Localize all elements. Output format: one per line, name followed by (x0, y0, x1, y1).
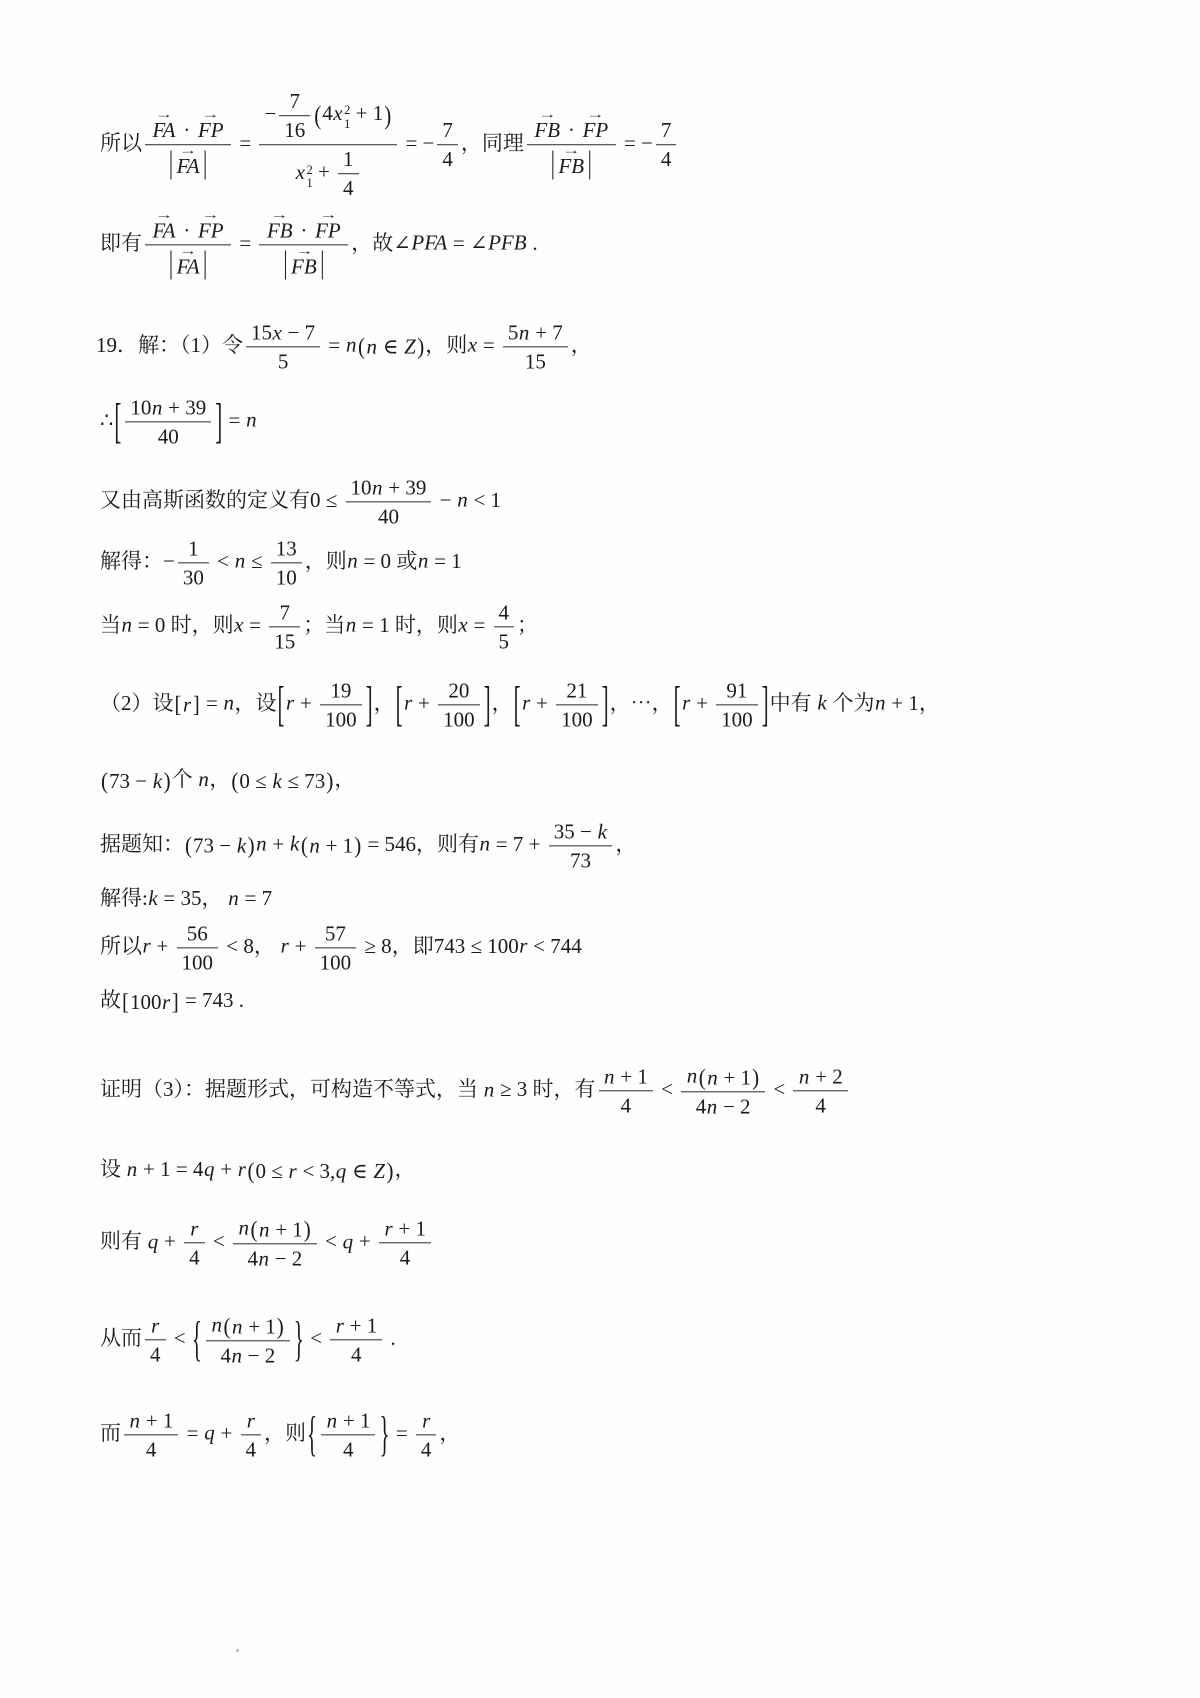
math-line-17: 从而 $\frac{r}{4}$ < { n ( n + 1 ) 4n − 2 } < $\frac{r + 1}{4}$ . (100, 1311, 396, 1368)
ink-speck (236, 1649, 239, 1652)
math-line-7: 当n = 0 时，则x = $\frac{7}{15}$ ；当n = 1 时，则x = $\frac{4}{5}$ ； (100, 600, 539, 654)
math-line-12: 所以r + $\frac{56}{100}$ < 8， r + $\frac{57}{100}$ ≥ 8，即743 ≤ 100r < 744 (100, 921, 582, 975)
math-line-15: 设 n + 1 = 4q + r ( 0 ≤ r < 3,q ∈ Z ) ， (100, 1156, 416, 1184)
math-line-11: 解得:k = 35， n = 7 (100, 885, 273, 910)
math-line-3: 19．解：（1）令 $\frac{15x - 7}{5}$ = n ( n ∈ Z ) ，则x = $\frac{5n + 7}{15}$ ， (96, 320, 592, 374)
math-line-4: ∴ [ $\frac{10n + 39}{40}$ ] = n (100, 393, 257, 449)
math-line-13: 故 [ 100r ] = 743 . (100, 987, 245, 1015)
math-line-5: 又由高斯函数的定义有0 ≤ $\frac{10n + 39}{40}$ − n < 1 (100, 475, 502, 529)
math-line-6: 解得：− $\frac{1}{30}$ < n ≤ $\frac{13}{10}$ ，则n = 0 或n = 1 (100, 536, 462, 590)
math-line-14: 证明（3）：据题形式，可构造不等式，当 n ≥ 3 时，有 $\frac{n + 1}{4}$ < n ( n + 1 ) 4n − 2 < $\frac{n + 2}{4}$ (100, 1063, 851, 1118)
math-line-9: ( 73 − k ) 个 n， ( 0 ≤ k ≤ 73 ) ， (101, 766, 356, 794)
math-line-18: 而 $\frac{n + 1}{4}$ = q + $\frac{r}{4}$ ，则 { $\frac{n + 1}{4}$ } = $\frac{r}{4}$ ， (100, 1406, 461, 1462)
math-line-10: 据题知： ( 73 − k ) n + k ( n + 1 ) = 546，则有n = 7 + $\frac{35 - k}{73}$ ， (100, 819, 637, 873)
math-line-16: 则有 q + $\frac{r}{4}$ < n ( n + 1 ) 4n − 2 < q + $\frac{r + 1}{4}$ (100, 1215, 434, 1270)
math-line-2: 即有 → FA · → FP | → FA | = → FB · → FP | → FB | ，故∠PFA = ∠PFB . (100, 207, 538, 281)
math-line-1: 所以 → FA · → FP | → FA | = − $\frac{7}{16}$ ( 4x 2 1 + 1 ) x 2 1 + $\frac{1}{4}$ = − $\frac{7}{4}$ ，同理 → FB · → FP | → FB | = − $\frac{7}{4}$ (100, 89, 679, 201)
math-line-8: （2）设 [ r ] = n，设 [ r + $\frac{19}{100}$ ] ， [ r + $\frac{20}{100}$ ] ， [ r + $\frac{21}{100}$ ] ，⋯， [ r + $\frac{91}{100}$ ] 中有 k 个为n + 1， (100, 676, 940, 732)
